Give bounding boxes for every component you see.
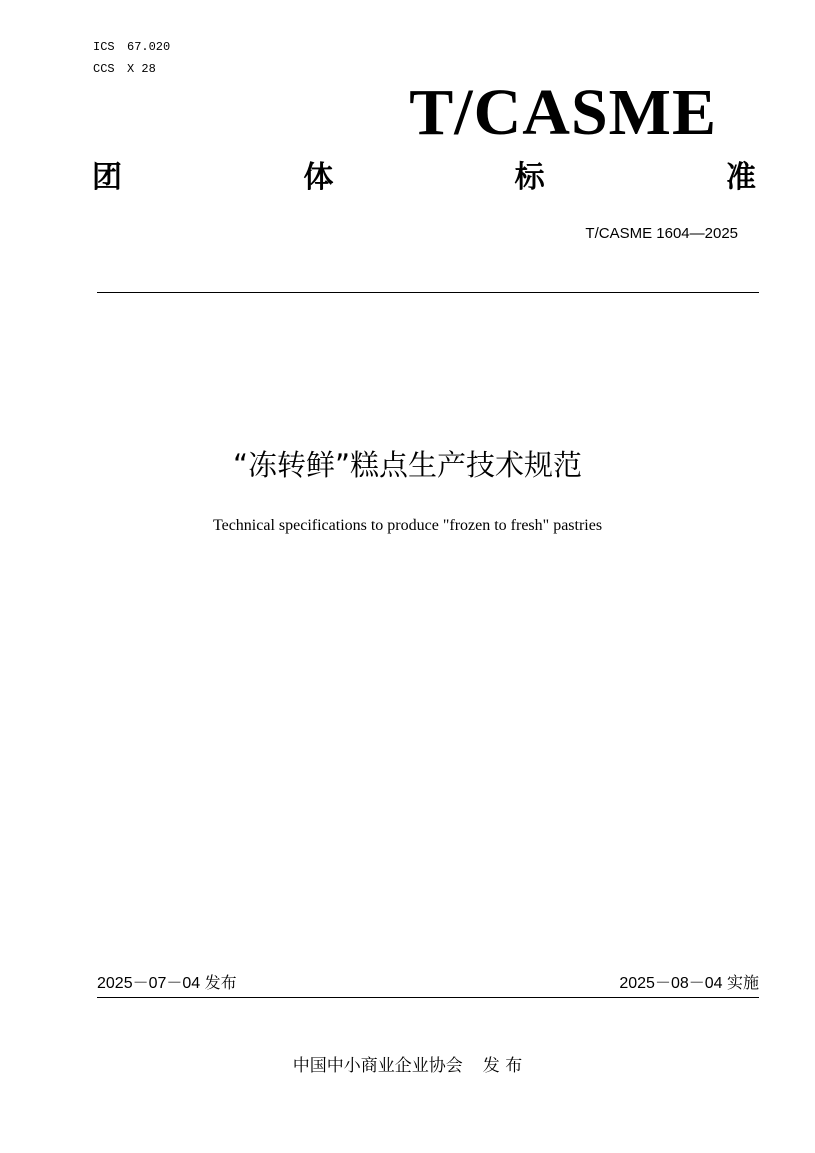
standard-type	[92, 160, 756, 200]
ics-code	[93, 40, 170, 54]
publish-action: 发 布	[482, 1056, 523, 1076]
publisher	[0, 1055, 815, 1077]
footer-divider	[97, 997, 759, 998]
organization-code: T/CASME	[409, 76, 717, 149]
document-title-english: Technical specifications to produce "frozen to fresh" pastries	[212, 517, 603, 534]
standard-type-char: 团	[92, 160, 122, 195]
issue-date: 2025－07－04 发布	[97, 975, 237, 992]
publisher-name: 中国中小商业企业协会	[292, 1056, 463, 1076]
header-divider	[97, 292, 759, 293]
ccs-label: CCS	[93, 62, 115, 76]
ics-label: ICS	[93, 40, 115, 54]
standard-type-char: 准	[725, 160, 756, 195]
implementation-date: 2025－08－04 实施	[619, 975, 759, 992]
standard-type-char: 体	[303, 160, 334, 195]
ics-value: 67.020	[127, 40, 171, 54]
standard-number: T/CASME 1604—2025	[585, 225, 738, 242]
standard-type-char: 标	[514, 160, 545, 195]
document-title-chinese: “冻转鲜”糕点生产技术规范	[232, 448, 583, 482]
ccs-code	[93, 62, 156, 76]
ccs-value: X 28	[127, 62, 156, 76]
